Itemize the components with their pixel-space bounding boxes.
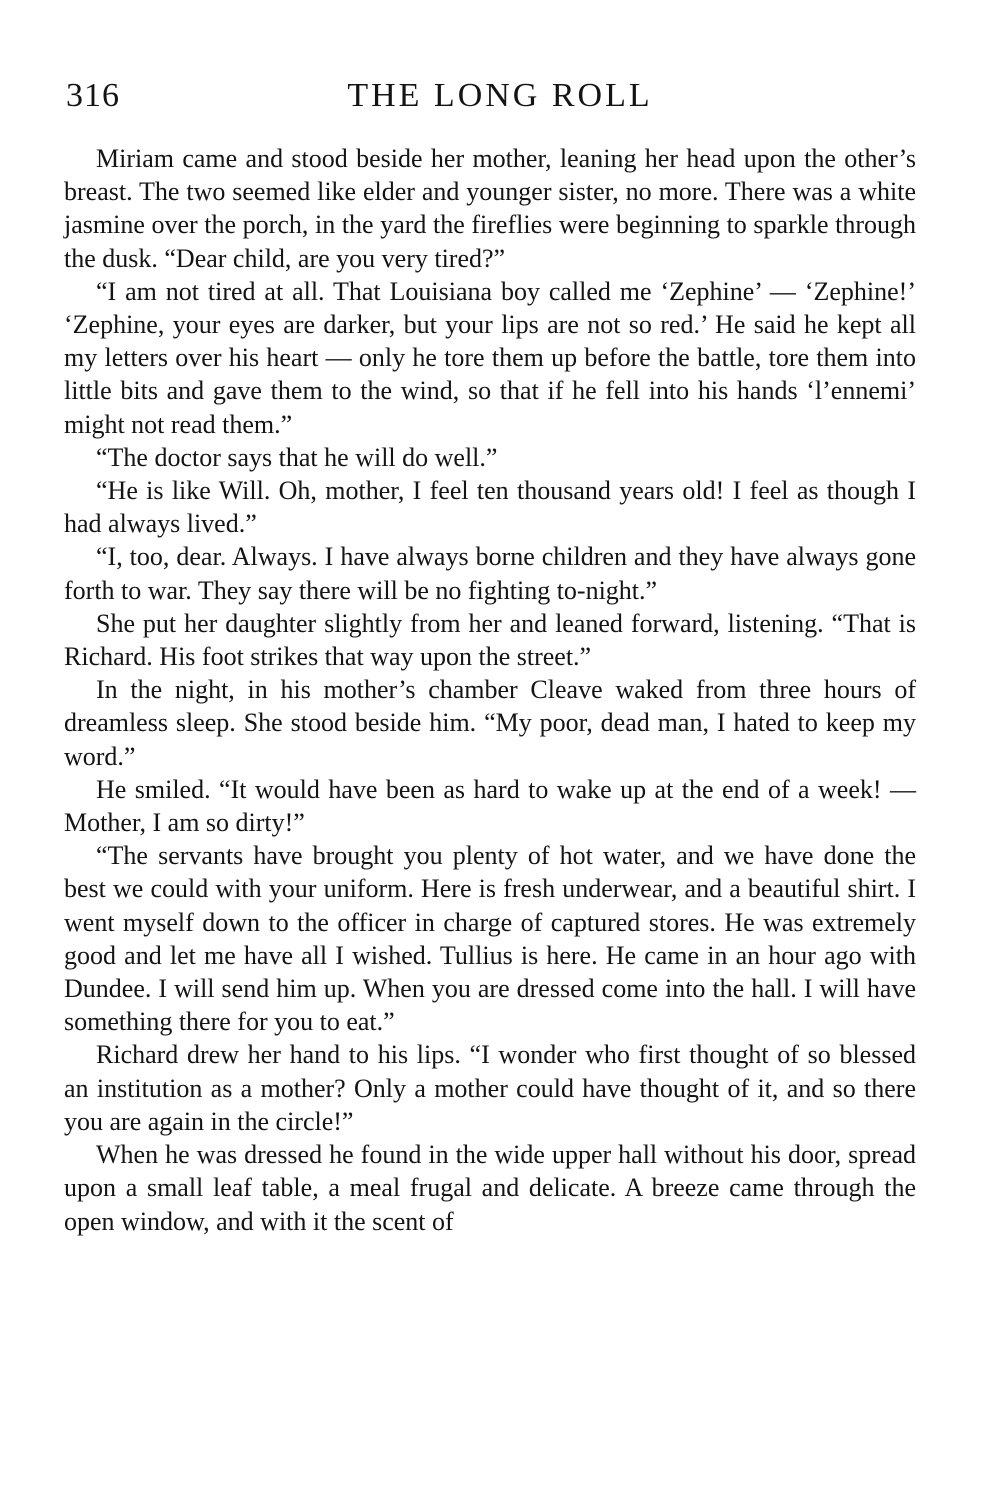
paragraph: Richard drew her hand to his lips. “I wonder who first thought of so blessed an institution as a mother? Only a mother could have thought of it, and so there you are again in the circle!” <box>64 1040 916 1136</box>
running-title: THE LONG ROLL <box>347 77 653 114</box>
paragraph: “The doctor says that he will do well.” <box>96 442 498 472</box>
paragraph: When he was dressed he found in the wide upper hall without his door, spread upon a small leaf table, a meal frugal and delicate. A breeze came through the open window, and with it the scent of <box>64 1140 916 1236</box>
paragraph: In the night, in his mother’s chamber Cleave waked from three hours of dreamless sleep. She stood beside him. “My poor, dead man, I hated to keep my word.” <box>64 675 916 771</box>
book-page <box>64 70 916 1238</box>
paragraph: He smiled. “It would have been as hard to wake up at the end of a week! — Mother, I am so dirty!” <box>64 774 916 838</box>
paragraph: “I am not tired at all. That Louisiana boy called me ‘Zephine’ — ‘Zephine!’ ‘Zephine, your eyes are darker, but your lips are not so red.’ He said he kept all my letters over his heart — only he tore them up before the battle, tore them into little bits and gave them to the wind, so that if he fell into his hands ‘l’ennemi’ might not read them.” <box>64 276 916 439</box>
paragraph: She put her daughter slightly from her and leaned forward, listening. “That is Richard. His foot strikes that way upon the street.” <box>64 608 916 672</box>
body-text <box>64 142 916 1238</box>
paragraph: “He is like Will. Oh, mother, I feel ten thousand years old! I feel as though I had always lived.” <box>64 476 916 539</box>
paragraph: Miriam came and stood beside her mother, leaning her head upon the other’s breast. The two seemed like elder and younger sister, no more. There was a white jasmine over the porch, in the yard the fireflies were beginning to sparkle through the dusk. “Dear child, are you very tired?” <box>64 144 916 273</box>
paragraph: “I, too, dear. Always. I have always borne children and they have always gone forth to war. They say there will be no fighting to-night.” <box>64 542 916 605</box>
page-header <box>64 70 916 122</box>
page-number: 316 <box>66 77 120 114</box>
paragraph: “The servants have brought you plenty of hot water, and we have done the best we could with your uniform. Here is fresh underwear, and a beautiful shirt. I went myself down to the officer in charge of captured stores. He was extremely good and let me have all I wished. Tullius is here. He came in an hour ago with Dundee. I will send him up. When you are dressed come into the hall. I will have something there for you to eat.” <box>64 841 916 1037</box>
